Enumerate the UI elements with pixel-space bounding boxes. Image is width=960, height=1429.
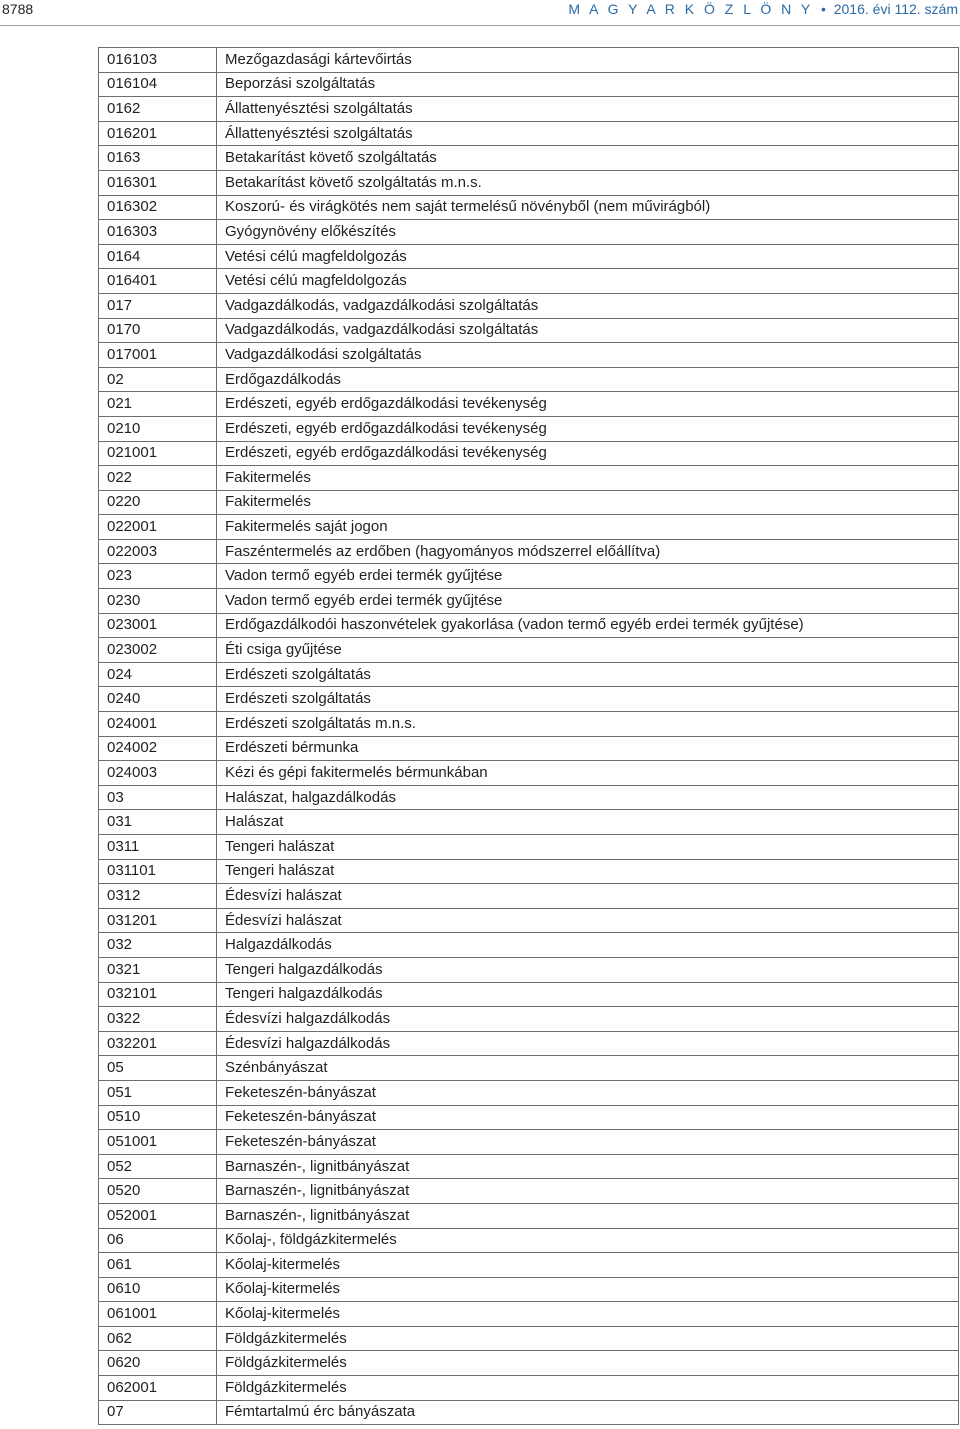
activity-label: Mezőgazdasági kártevőirtás bbox=[217, 48, 959, 73]
activity-label: Vadgazdálkodási szolgáltatás bbox=[217, 343, 959, 368]
table-row bbox=[99, 1302, 959, 1327]
activity-label: Édesvízi halgazdálkodás bbox=[217, 1031, 959, 1056]
activity-label: Vadon termő egyéb erdei termék gyűjtése bbox=[217, 589, 959, 614]
activity-label: Erdészeti bérmunka bbox=[217, 736, 959, 761]
activity-code: 032 bbox=[99, 933, 217, 958]
activity-label: Éti csiga gyűjtése bbox=[217, 638, 959, 663]
activity-code: 023002 bbox=[99, 638, 217, 663]
table-row bbox=[99, 170, 959, 195]
table-row bbox=[99, 1277, 959, 1302]
activity-code: 021 bbox=[99, 392, 217, 417]
activity-label: Földgázkitermelés bbox=[217, 1376, 959, 1401]
table-row bbox=[99, 441, 959, 466]
table-row bbox=[99, 1154, 959, 1179]
activity-label: Gyógynövény előkészítés bbox=[217, 220, 959, 245]
table-row bbox=[99, 859, 959, 884]
activity-label: Barnaszén-, lignitbányászat bbox=[217, 1179, 959, 1204]
table-row bbox=[99, 1080, 959, 1105]
activity-code: 07 bbox=[99, 1400, 217, 1425]
activity-label: Faszéntermelés az erdőben (hagyományos módszerrel előállítva) bbox=[217, 539, 959, 564]
activity-code: 022003 bbox=[99, 539, 217, 564]
activity-code: 016401 bbox=[99, 269, 217, 294]
activity-code: 022 bbox=[99, 466, 217, 491]
activity-code: 032101 bbox=[99, 982, 217, 1007]
activity-label: Kőolaj-kitermelés bbox=[217, 1302, 959, 1327]
activity-label: Erdészeti szolgáltatás bbox=[217, 662, 959, 687]
table-row bbox=[99, 244, 959, 269]
activity-code: 016103 bbox=[99, 48, 217, 73]
table-row bbox=[99, 662, 959, 687]
activity-label: Tengeri halgazdálkodás bbox=[217, 982, 959, 1007]
activity-code: 016201 bbox=[99, 121, 217, 146]
activity-code: 052001 bbox=[99, 1203, 217, 1228]
activity-code: 0163 bbox=[99, 146, 217, 171]
activity-code: 0321 bbox=[99, 957, 217, 982]
activity-label: Erdészeti, egyéb erdőgazdálkodási tevékenység bbox=[217, 392, 959, 417]
table-row bbox=[99, 269, 959, 294]
activity-code: 02 bbox=[99, 367, 217, 392]
activity-code: 023001 bbox=[99, 613, 217, 638]
table-row bbox=[99, 564, 959, 589]
activity-code: 0311 bbox=[99, 835, 217, 860]
activity-label: Betakarítást követő szolgáltatás bbox=[217, 146, 959, 171]
activity-label: Tengeri halászat bbox=[217, 859, 959, 884]
activity-label: Kőolaj-kitermelés bbox=[217, 1277, 959, 1302]
activity-label: Erdészeti, egyéb erdőgazdálkodási tevékenység bbox=[217, 441, 959, 466]
activity-code: 06 bbox=[99, 1228, 217, 1253]
activity-label: Koszorú- és virágkötés nem saját termelésű növényből (nem művirágból) bbox=[217, 195, 959, 220]
activity-code: 05 bbox=[99, 1056, 217, 1081]
activity-label: Feketeszén-bányászat bbox=[217, 1130, 959, 1155]
activity-code: 031201 bbox=[99, 908, 217, 933]
table-row bbox=[99, 48, 959, 73]
activity-code: 024 bbox=[99, 662, 217, 687]
table-row bbox=[99, 835, 959, 860]
activity-label: Erdészeti, egyéb erdőgazdálkodási tevékenység bbox=[217, 416, 959, 441]
activity-label: Fémtartalmú érc bányászata bbox=[217, 1400, 959, 1425]
table-row bbox=[99, 195, 959, 220]
activity-code: 0312 bbox=[99, 884, 217, 909]
activity-code: 051 bbox=[99, 1080, 217, 1105]
table-row bbox=[99, 1253, 959, 1278]
activity-code: 0240 bbox=[99, 687, 217, 712]
activity-code: 0322 bbox=[99, 1007, 217, 1032]
activity-code: 031101 bbox=[99, 859, 217, 884]
issue-label: 2016. évi 112. szám bbox=[833, 1, 958, 17]
activity-code: 0164 bbox=[99, 244, 217, 269]
table-row bbox=[99, 1056, 959, 1081]
page-header bbox=[0, 0, 960, 22]
table-row bbox=[99, 318, 959, 343]
table-row bbox=[99, 539, 959, 564]
activity-code-table bbox=[98, 47, 959, 1425]
activity-label: Beporzási szolgáltatás bbox=[217, 72, 959, 97]
activity-label: Fakitermelés saját jogon bbox=[217, 515, 959, 540]
activity-label: Tengeri halászat bbox=[217, 835, 959, 860]
table-row bbox=[99, 613, 959, 638]
activity-label: Édesvízi halászat bbox=[217, 908, 959, 933]
activity-code: 062001 bbox=[99, 1376, 217, 1401]
activity-code: 024001 bbox=[99, 712, 217, 737]
activity-label: Szénbányászat bbox=[217, 1056, 959, 1081]
activity-label: Vetési célú magfeldolgozás bbox=[217, 244, 959, 269]
activity-code: 017001 bbox=[99, 343, 217, 368]
table-row bbox=[99, 1376, 959, 1401]
activity-code: 023 bbox=[99, 564, 217, 589]
activity-code: 062 bbox=[99, 1326, 217, 1351]
activity-code: 024002 bbox=[99, 736, 217, 761]
activity-code: 052 bbox=[99, 1154, 217, 1179]
activity-label: Barnaszén-, lignitbányászat bbox=[217, 1154, 959, 1179]
journal-name: M A G Y A R K Ö Z L Ö N Y bbox=[568, 1, 814, 17]
header-bullet: • bbox=[821, 1, 826, 17]
table-row bbox=[99, 908, 959, 933]
activity-label: Édesvízi halászat bbox=[217, 884, 959, 909]
header-rule bbox=[0, 25, 960, 26]
table-row bbox=[99, 1105, 959, 1130]
activity-code: 016303 bbox=[99, 220, 217, 245]
table-row bbox=[99, 490, 959, 515]
activity-code: 0230 bbox=[99, 589, 217, 614]
activity-label: Feketeszén-bányászat bbox=[217, 1080, 959, 1105]
table-row bbox=[99, 146, 959, 171]
table-row bbox=[99, 589, 959, 614]
activity-label: Földgázkitermelés bbox=[217, 1351, 959, 1376]
activity-label: Halászat, halgazdálkodás bbox=[217, 785, 959, 810]
activity-label: Fakitermelés bbox=[217, 466, 959, 491]
activity-label: Barnaszén-, lignitbányászat bbox=[217, 1203, 959, 1228]
table-row bbox=[99, 97, 959, 122]
activity-code: 0220 bbox=[99, 490, 217, 515]
table-row bbox=[99, 220, 959, 245]
activity-code: 032201 bbox=[99, 1031, 217, 1056]
activity-code: 0510 bbox=[99, 1105, 217, 1130]
code-table-body bbox=[99, 48, 959, 1425]
activity-code: 0210 bbox=[99, 416, 217, 441]
activity-label: Állattenyésztési szolgáltatás bbox=[217, 121, 959, 146]
table-row bbox=[99, 1326, 959, 1351]
activity-code: 017 bbox=[99, 293, 217, 318]
journal-title bbox=[568, 0, 958, 18]
activity-label: Kőolaj-kitermelés bbox=[217, 1253, 959, 1278]
activity-label: Vadgazdálkodás, vadgazdálkodási szolgáltatás bbox=[217, 318, 959, 343]
activity-label: Földgázkitermelés bbox=[217, 1326, 959, 1351]
activity-code: 0170 bbox=[99, 318, 217, 343]
activity-code: 061001 bbox=[99, 1302, 217, 1327]
table-row bbox=[99, 810, 959, 835]
table-row bbox=[99, 957, 959, 982]
activity-code: 022001 bbox=[99, 515, 217, 540]
activity-label: Halászat bbox=[217, 810, 959, 835]
activity-label: Tengeri halgazdálkodás bbox=[217, 957, 959, 982]
activity-label: Halgazdálkodás bbox=[217, 933, 959, 958]
table-row bbox=[99, 293, 959, 318]
activity-label: Vadgazdálkodás, vadgazdálkodási szolgáltatás bbox=[217, 293, 959, 318]
activity-code: 051001 bbox=[99, 1130, 217, 1155]
activity-code: 061 bbox=[99, 1253, 217, 1278]
table-row bbox=[99, 933, 959, 958]
activity-label: Erdőgazdálkodás bbox=[217, 367, 959, 392]
activity-code: 0620 bbox=[99, 1351, 217, 1376]
activity-code: 0520 bbox=[99, 1179, 217, 1204]
activity-label: Vetési célú magfeldolgozás bbox=[217, 269, 959, 294]
table-row bbox=[99, 1351, 959, 1376]
table-row bbox=[99, 1400, 959, 1425]
table-row bbox=[99, 1130, 959, 1155]
activity-label: Feketeszén-bányászat bbox=[217, 1105, 959, 1130]
activity-label: Kézi és gépi fakitermelés bérmunkában bbox=[217, 761, 959, 786]
activity-code: 024003 bbox=[99, 761, 217, 786]
table-row bbox=[99, 884, 959, 909]
activity-code: 016302 bbox=[99, 195, 217, 220]
activity-code: 031 bbox=[99, 810, 217, 835]
page-number: 8788 bbox=[2, 1, 34, 17]
table-row bbox=[99, 466, 959, 491]
table-row bbox=[99, 687, 959, 712]
table-row bbox=[99, 638, 959, 663]
activity-label: Édesvízi halgazdálkodás bbox=[217, 1007, 959, 1032]
table-row bbox=[99, 982, 959, 1007]
activity-code: 0162 bbox=[99, 97, 217, 122]
table-row bbox=[99, 736, 959, 761]
table-row bbox=[99, 72, 959, 97]
table-row bbox=[99, 367, 959, 392]
table-row bbox=[99, 712, 959, 737]
activity-label: Erdészeti szolgáltatás bbox=[217, 687, 959, 712]
table-row bbox=[99, 1203, 959, 1228]
activity-code: 016301 bbox=[99, 170, 217, 195]
activity-label: Betakarítást követő szolgáltatás m.n.s. bbox=[217, 170, 959, 195]
activity-label: Kőolaj-, földgázkitermelés bbox=[217, 1228, 959, 1253]
activity-label: Erdőgazdálkodói haszonvételek gyakorlása (vadon termő egyéb erdei termék gyűjtése) bbox=[217, 613, 959, 638]
table-row bbox=[99, 761, 959, 786]
activity-label: Vadon termő egyéb erdei termék gyűjtése bbox=[217, 564, 959, 589]
activity-code: 016104 bbox=[99, 72, 217, 97]
activity-code: 03 bbox=[99, 785, 217, 810]
table-row bbox=[99, 1007, 959, 1032]
table-row bbox=[99, 416, 959, 441]
table-row bbox=[99, 1179, 959, 1204]
activity-label: Erdészeti szolgáltatás m.n.s. bbox=[217, 712, 959, 737]
activity-code: 021001 bbox=[99, 441, 217, 466]
table-row bbox=[99, 785, 959, 810]
table-row bbox=[99, 343, 959, 368]
table-row bbox=[99, 1228, 959, 1253]
activity-code: 0610 bbox=[99, 1277, 217, 1302]
table-row bbox=[99, 515, 959, 540]
table-row bbox=[99, 121, 959, 146]
activity-label: Állattenyésztési szolgáltatás bbox=[217, 97, 959, 122]
table-row bbox=[99, 1031, 959, 1056]
activity-label: Fakitermelés bbox=[217, 490, 959, 515]
table-row bbox=[99, 392, 959, 417]
